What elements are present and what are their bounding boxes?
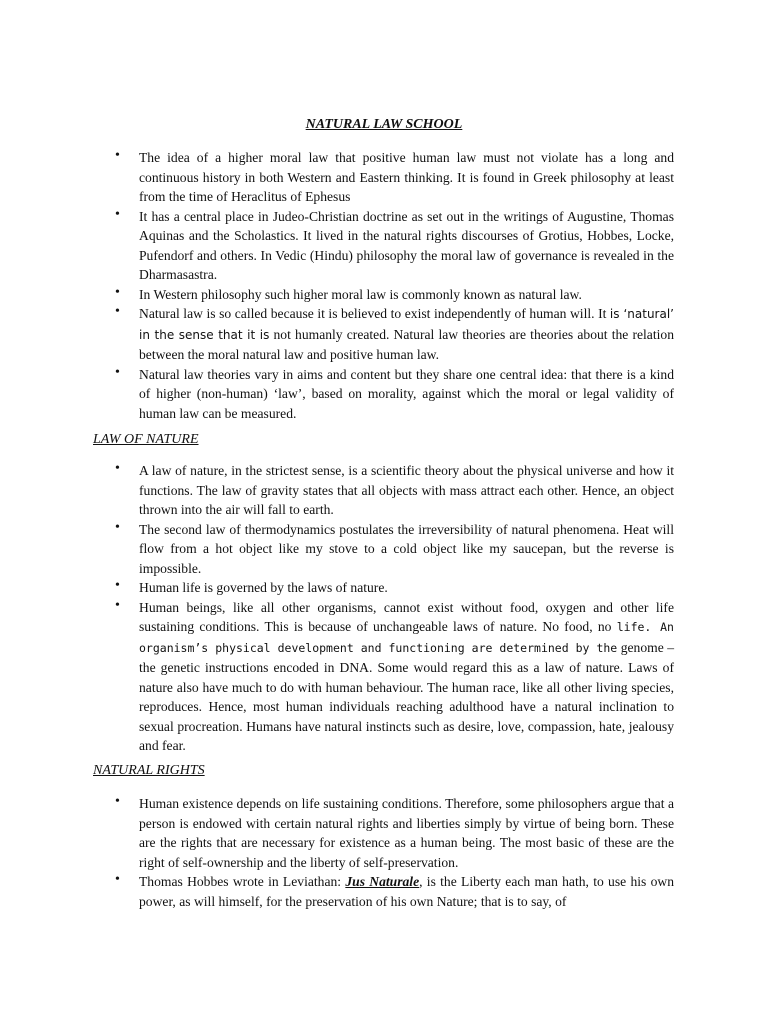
paragraph-text: • The second law of thermodynamics postulates the irreversibility of natural phenomena. Heat will flow from a hot object like my stove to a cold object like my saucepan, but the reverse is impossible. [139, 521, 674, 576]
paragraph-text: • In Western philosophy such higher moral law is commonly known as natural law. [139, 286, 582, 302]
paragraph-text: • The idea of a higher moral law that positive human law must not violate has a long and continuous history in both Western and Eastern thinking. It is found in Greek philosophy at least from the time of Heraclitus of Ephesus [139, 150, 674, 204]
text-run: , is the Liberty each man hath, to use his own power, as will himself, for the preservation of his own Nature; that is to say, of [139, 874, 674, 909]
jus-naturale-term: Jus Naturale [345, 874, 420, 889]
text-run: Natural law is so called because it is believed to exist independently of human will. It [139, 306, 610, 321]
list-item [0, 520, 674, 579]
text-run: Human beings, like all other organisms, cannot exist without food, oxygen and other life sustaining conditions. This is because of unchangeable laws of nature. No food, no [139, 599, 674, 634]
natural-law-list [0, 148, 768, 423]
paragraph-text [139, 598, 674, 756]
natural-rights-list [0, 794, 768, 911]
paragraph-text [139, 872, 674, 911]
list-item [0, 598, 674, 756]
law-of-nature-list [0, 461, 768, 756]
paragraph-text: • A law of nature, in the strictest sense, is a scientific theory about the physical universe and how it functions. The law of gravity states that all objects with mass attract each other. Hence, an object thrown into the air will fall to earth. [139, 463, 674, 517]
list-item [0, 207, 674, 285]
text-run-alt-font: is ‘natural’ in the sense that it is [139, 307, 674, 342]
list-item [0, 365, 674, 424]
document-title: NATURAL LAW SCHOOL [305, 117, 463, 132]
list-item [0, 285, 674, 305]
paragraph-text: • Human existence depends on life sustaining conditions. Therefore, some philosophers argue that a person is endowed with certain natural rights and liberties simply by virtue of being born. These are the rights that are necessary for existence as a human being. The most basic of these are the right of self-ownership and the liberty of self-preservation. [139, 796, 674, 870]
text-run: not humanly created. Natural law theories are theories about the relation between the moral natural law and positive human law. [139, 326, 674, 362]
paragraph-text [139, 304, 674, 365]
section-heading-law-of-nature: LAW OF NATURE [93, 432, 199, 447]
list-item [0, 794, 674, 872]
list-item [0, 461, 674, 520]
paragraph-text: • Natural law theories vary in aims and content but they share one central idea: that there is a kind of higher (non-human) ‘law’, based on morality, against which the moral or legal validity of human law can be measured. [139, 366, 674, 421]
list-item [0, 148, 674, 207]
text-run: genome – the genetic instructions encoded in DNA. Some would regard this as a law of nature. Laws of nature also have much to do with human behaviour. The human race, like all other living species, reproduces. Hence, most human individuals reaching adulthood have a natural inclination to sexual procreation. Humans have natural instincts such as desire, love, compassion, hate, jealousy and fear. [139, 639, 674, 753]
paragraph-text: • Human life is governed by the laws of nature. [139, 580, 388, 595]
section-heading-natural-rights: NATURAL RIGHTS [93, 763, 205, 778]
text-run: Thomas Hobbes wrote in Leviathan: [139, 874, 346, 889]
text-run-alt-font: life. An organism’s physical development and functioning are determined by the [139, 620, 674, 655]
list-item [0, 872, 674, 911]
paragraph-text: • It has a central place in Judeo-Christian doctrine as set out in the writings of Augustine, Thomas Aquinas and the Scholastics. It lived in the natural rights discourses of Grotius, Hobbes, Locke, Pufendorf and others. In Vedic (Hindu) philosophy the moral law of governance is revealed in the Dharmasastra. [139, 208, 674, 282]
list-item [0, 578, 674, 598]
list-item [0, 304, 674, 365]
